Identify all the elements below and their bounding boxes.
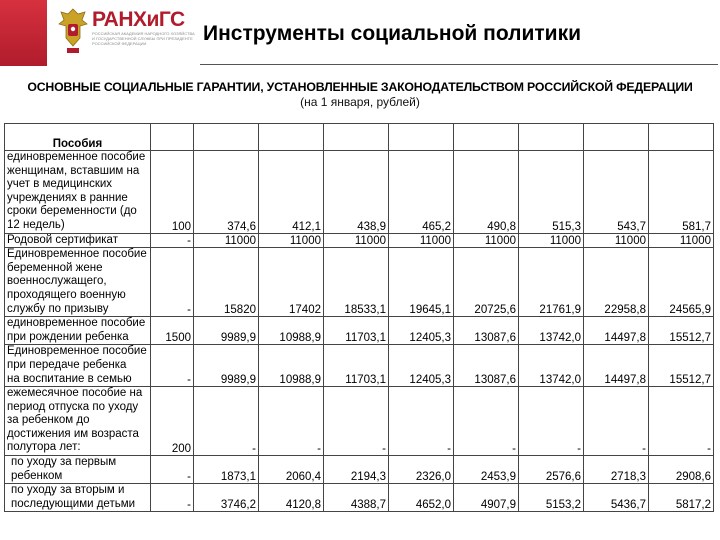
column-header [649, 124, 714, 151]
value-cell: 11000 [389, 233, 454, 248]
value-cell: 2194,3 [324, 456, 389, 484]
value-cell: - [151, 248, 194, 317]
value-cell: 13087,6 [454, 345, 519, 387]
value-cell: 4652,0 [389, 484, 454, 512]
benefit-name-line: учреждениях в ранние [7, 191, 128, 204]
value-cell: - [259, 387, 324, 456]
value-cell: 12405,3 [389, 345, 454, 387]
benefit-name-line: единовременное пособие [7, 151, 146, 163]
table-header-row [5, 124, 714, 151]
value-cell: 13742,0 [519, 317, 584, 345]
value-cell: 24565,9 [649, 248, 714, 317]
value-cell: 11000 [454, 233, 519, 248]
value-cell: 10988,9 [259, 345, 324, 387]
value-cell: 1500 [151, 317, 194, 345]
benefit-name-line: сроки беременности (до [7, 205, 137, 218]
value-cell: 3746,2 [194, 484, 259, 512]
brand-color-bar [0, 0, 47, 66]
table-row [5, 456, 714, 484]
benefit-name-line: при передаче ребенка [7, 358, 127, 371]
value-cell: 4388,7 [324, 484, 389, 512]
table-body [5, 151, 714, 512]
value-cell: 18533,1 [324, 248, 389, 317]
logo-wordmark: РАНХиГС [92, 8, 185, 31]
document-subheading: (на 1 января, рублей) [300, 95, 420, 109]
value-cell: - [151, 456, 194, 484]
slide-title: Инструменты социальной политики [203, 22, 582, 45]
column-header-benefits: Пособия [5, 124, 151, 151]
benefit-name-cell [5, 456, 151, 484]
value-cell: 15512,7 [649, 317, 714, 345]
benefit-name-cell [5, 248, 151, 317]
benefit-name-line: по уходу за первым [11, 456, 117, 469]
benefit-name-line: единовременное пособие [7, 317, 146, 330]
table-row [5, 345, 714, 387]
benefit-name-line: на воспитание в семью [7, 372, 132, 385]
benefit-name-line: ребенком [11, 469, 63, 482]
value-cell: 2453,9 [454, 456, 519, 484]
value-cell: 4120,8 [259, 484, 324, 512]
benefits-table [4, 123, 714, 512]
value-cell: - [584, 387, 649, 456]
title-divider [200, 64, 718, 65]
table-row [5, 317, 714, 345]
value-cell: 17402 [259, 248, 324, 317]
benefit-name-line: за ребенком до [7, 414, 90, 427]
column-header [454, 124, 519, 151]
value-cell: - [151, 484, 194, 512]
benefit-name-line: беременной жене [7, 261, 103, 274]
benefit-name-cell [5, 233, 151, 248]
benefit-name-line: учет в медицинских [7, 178, 113, 191]
value-cell: - [519, 387, 584, 456]
value-cell: 11000 [324, 233, 389, 248]
value-cell: 200 [151, 387, 194, 456]
value-cell: 490,8 [454, 151, 519, 234]
benefit-name-line: по уходу за вторым и [11, 484, 125, 497]
benefit-name-line: полутора лет: [7, 441, 81, 454]
value-cell: 465,2 [389, 151, 454, 234]
value-cell: 11000 [649, 233, 714, 248]
benefit-name-line: женщинам, вставшим на [7, 164, 140, 177]
benefit-name-line: Единовременное пособие [7, 345, 147, 358]
value-cell: 10988,9 [259, 317, 324, 345]
value-cell: - [151, 345, 194, 387]
benefit-name-cell [5, 345, 151, 387]
value-cell: 581,7 [649, 151, 714, 234]
column-header [389, 124, 454, 151]
table-row [5, 248, 714, 317]
value-cell: 11703,1 [324, 345, 389, 387]
value-cell: 15512,7 [649, 345, 714, 387]
value-cell: 2576,6 [519, 456, 584, 484]
value-cell: 1873,1 [194, 456, 259, 484]
value-cell: 100 [151, 151, 194, 234]
value-cell: 11000 [519, 233, 584, 248]
value-cell: 21761,9 [519, 248, 584, 317]
value-cell: 22958,8 [584, 248, 649, 317]
value-cell: 9989,9 [194, 317, 259, 345]
benefit-name-line: 12 недель) [7, 218, 65, 231]
value-cell: - [389, 387, 454, 456]
benefit-name-line: военнослужащего, [7, 275, 107, 288]
value-cell: - [454, 387, 519, 456]
table-row [5, 387, 714, 456]
table-row [5, 484, 714, 512]
benefit-name-line: службу по призыву [7, 302, 109, 315]
value-cell: 5153,2 [519, 484, 584, 512]
value-cell: 14497,8 [584, 317, 649, 345]
table-row [5, 233, 714, 248]
column-header [194, 124, 259, 151]
logo-subtitle-line: РОССИЙСКОЙ ФЕДЕРАЦИИ [92, 41, 147, 46]
column-header [324, 124, 389, 151]
value-cell: 11000 [259, 233, 324, 248]
benefit-name-cell [5, 151, 151, 234]
benefit-name-line: последующими детьми [11, 497, 136, 510]
value-cell: - [649, 387, 714, 456]
table-row [5, 151, 714, 234]
logo-subtitle-line: РОССИЙСКАЯ АКАДЕМИЯ НАРОДНОГО ХОЗЯЙСТВА [92, 31, 195, 36]
value-cell: 2718,3 [584, 456, 649, 484]
value-cell: 2060,4 [259, 456, 324, 484]
column-header [519, 124, 584, 151]
value-cell: 5436,7 [584, 484, 649, 512]
value-cell: 14497,8 [584, 345, 649, 387]
benefit-name-cell [5, 317, 151, 345]
document-heading: ОСНОВНЫЕ СОЦИАЛЬНЫЕ ГАРАНТИИ, УСТАНОВЛЕННЫЕ ЗАКОНОДАТЕЛЬСТВОМ РОССИЙСКОЙ ФЕДЕРАЦИИ [27, 80, 693, 94]
value-cell: 19645,1 [389, 248, 454, 317]
value-cell: 412,1 [259, 151, 324, 234]
benefit-name-line: Родовой сертификат [7, 233, 118, 246]
value-cell: 11000 [194, 233, 259, 248]
value-cell: - [151, 233, 194, 248]
benefit-name-line: достижения им возраста [7, 427, 139, 440]
benefit-name-line: при рождении ребенка [7, 330, 129, 343]
value-cell: 374,6 [194, 151, 259, 234]
column-header [151, 124, 194, 151]
benefit-name-line: ежемесячное пособие на [7, 387, 143, 400]
value-cell: 438,9 [324, 151, 389, 234]
value-cell: 9989,9 [194, 345, 259, 387]
benefit-name-cell [5, 484, 151, 512]
value-cell: 11703,1 [324, 317, 389, 345]
eagle-emblem-icon [58, 6, 88, 56]
value-cell: 12405,3 [389, 317, 454, 345]
benefit-name-cell [5, 387, 151, 456]
column-header [584, 124, 649, 151]
benefit-name-line: Единовременное пособие [7, 248, 147, 261]
value-cell: 2908,6 [649, 456, 714, 484]
benefit-name-line: проходящего военную [7, 288, 126, 301]
value-cell: - [194, 387, 259, 456]
value-cell: 5817,2 [649, 484, 714, 512]
value-cell: 13087,6 [454, 317, 519, 345]
value-cell: 515,3 [519, 151, 584, 234]
column-header [259, 124, 324, 151]
value-cell: 11000 [584, 233, 649, 248]
value-cell: 4907,9 [454, 484, 519, 512]
value-cell: 15820 [194, 248, 259, 317]
logo-subtitle-line: И ГОСУДАРСТВЕННОЙ СЛУЖБЫ ПРИ ПРЕЗИДЕНТЕ [92, 36, 193, 41]
value-cell: 543,7 [584, 151, 649, 234]
value-cell: 13742,0 [519, 345, 584, 387]
value-cell: - [324, 387, 389, 456]
benefit-name-line: период отпуска по уходу [7, 400, 139, 413]
value-cell: 20725,6 [454, 248, 519, 317]
value-cell: 2326,0 [389, 456, 454, 484]
logo-subtitle [92, 31, 195, 46]
